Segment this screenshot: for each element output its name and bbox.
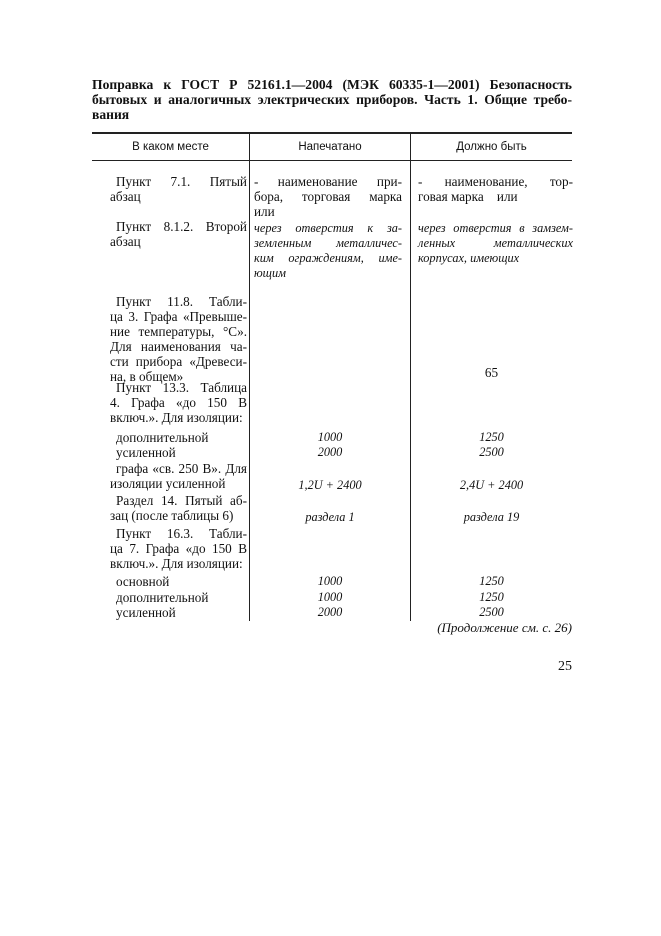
row4-sub-reinforced: усиленной (116, 445, 176, 460)
row4-printed-reinforced: 2000 (317, 445, 343, 459)
header-should-be: Должно быть (456, 141, 527, 153)
row1-should-be: - наименование, тор- говая марка или (418, 174, 573, 204)
page-number: 25 (558, 659, 572, 674)
row4-printed-additional: 1000 (317, 430, 343, 444)
continuation-note: (Продолжение см. с. 26) (437, 620, 572, 635)
column-divider-1 (249, 132, 250, 621)
document-title (92, 77, 572, 122)
title-line-2: бытовых и аналогичных электрических приборов. Часть 1. Общие требо- (92, 92, 572, 107)
row4-place-continued: графа «св. 250 В». Для изоляции усиленной (110, 461, 247, 491)
header-place: В каком месте (132, 141, 209, 153)
table-top-rule (92, 132, 572, 134)
row4-should-formula: 2,4U + 2400 (459, 478, 524, 492)
row3-place: Пункт 11.8. Табли- ца 3. Графа «Превыше- ние температуры, °С». Для наименования ча- сти прибора «Древеси- на, в общем» (110, 294, 247, 384)
row6-sub-basic: основной (116, 574, 170, 589)
row6-printed-basic: 1000 (317, 574, 343, 588)
title-line-3: вания (92, 107, 130, 122)
title-line-1: Поправка к ГОСТ Р 52161.1—2004 (МЭК 60335-1—2001) Безопасность (92, 77, 572, 92)
row4-should-reinforced: 2500 (479, 445, 504, 459)
row6-should-basic: 1250 (479, 574, 504, 588)
row4-printed-formula: 1,2U + 2400 (298, 478, 362, 492)
row4-sub-additional: дополнительной (116, 430, 209, 445)
row5-printed: раздела 1 (305, 510, 355, 524)
row6-should-reinforced: 2500 (479, 605, 504, 619)
row6-printed-additional: 1000 (317, 590, 343, 604)
row2-should-be: через отверстия в замзем- ленных металлических корпусах, имеющих (418, 221, 573, 265)
row2-printed: через отверстия к за- земленным металличес- ким ограждениям, име- ющим (254, 221, 402, 280)
row3-should-be: 65 (484, 365, 499, 380)
row1-place: Пункт 7.1. Пятый абзац (110, 174, 247, 204)
row1-printed: - наименование при- бора, торговая марка или (254, 174, 402, 219)
header-printed: Напечатано (298, 141, 362, 153)
row4-should-additional: 1250 (479, 430, 504, 444)
row5-place: Раздел 14. Пятый аб- зац (после таблицы 6) (110, 493, 247, 523)
row6-sub-additional: дополнительной (116, 590, 209, 605)
row4-place: Пункт 13.3. Таблица 4. Графа «до 150 В включ.». Для изоляции: (110, 380, 247, 425)
table-header-rule (92, 160, 572, 161)
row6-printed-reinforced: 2000 (317, 605, 343, 619)
row2-place: Пункт 8.1.2. Второй абзац (110, 219, 247, 249)
row6-place: Пункт 16.3. Табли- ца 7. Графа «до 150 В включ.». Для изоляции: (110, 526, 247, 571)
row6-should-additional: 1250 (479, 590, 504, 604)
row5-should-be: раздела 19 (463, 510, 520, 524)
row6-sub-reinforced: усиленной (116, 605, 176, 620)
